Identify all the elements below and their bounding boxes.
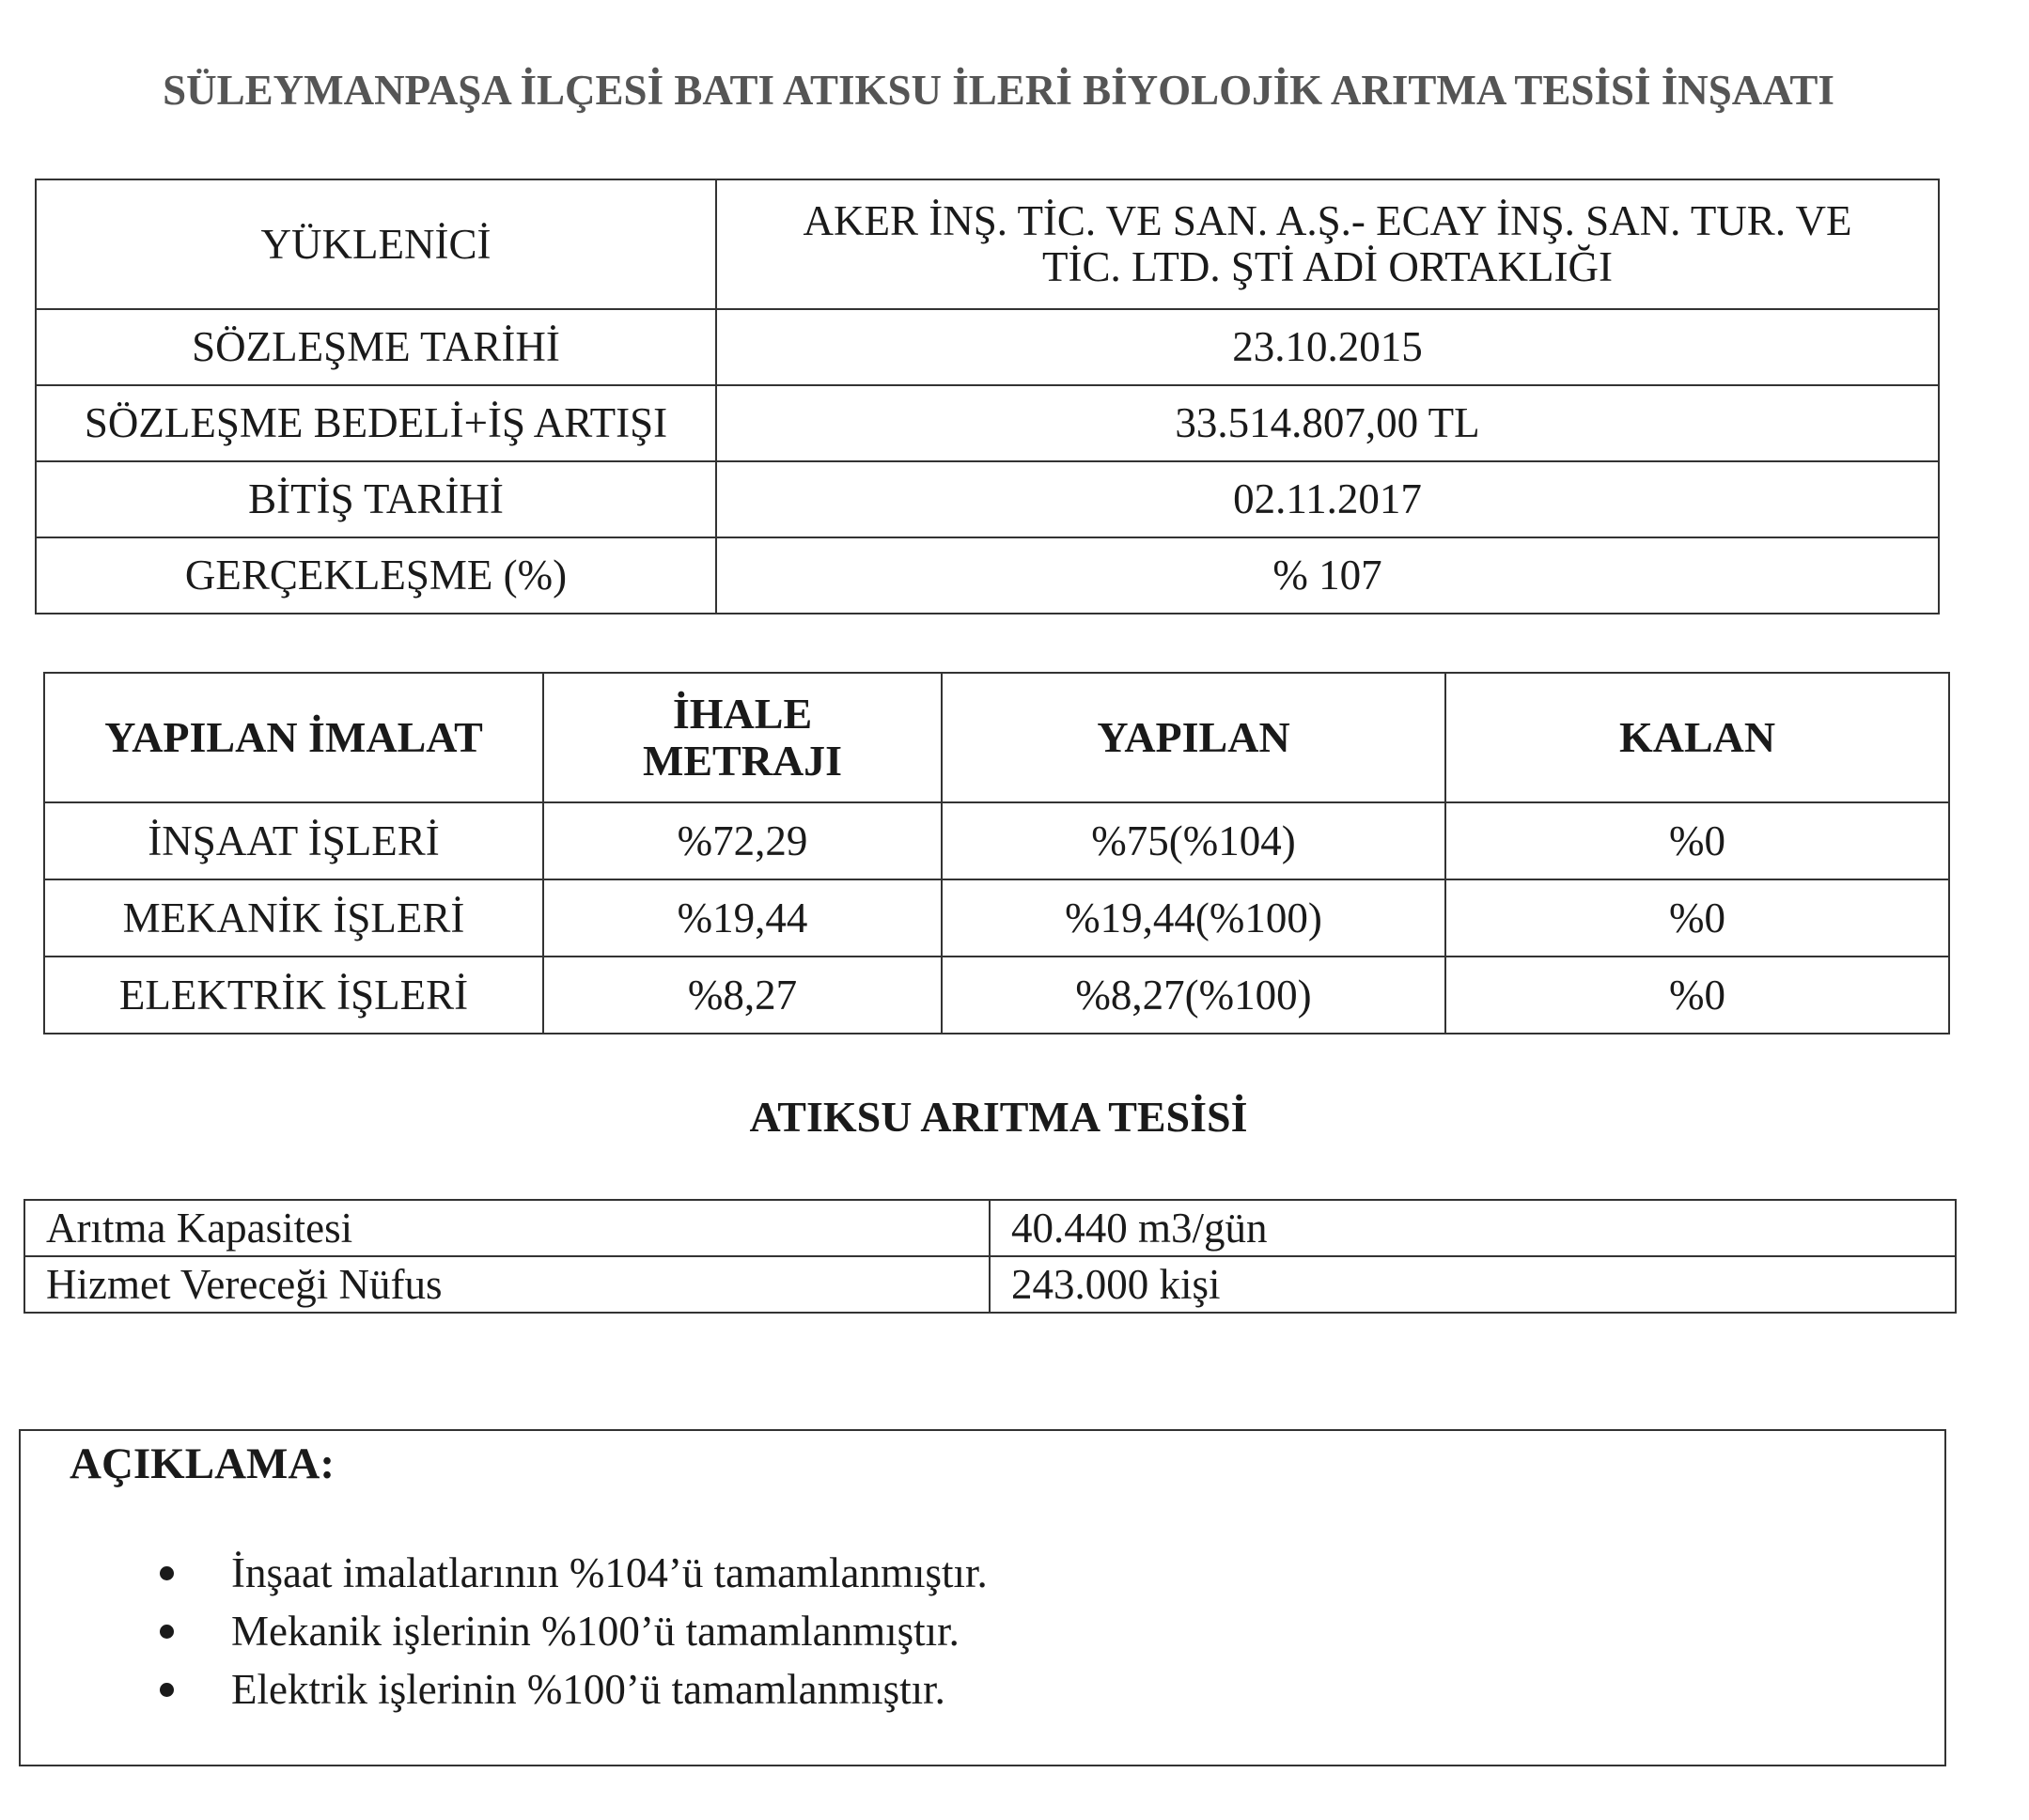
- table-row: [36, 461, 1939, 537]
- contractor-line-2: TİC. LTD. ŞTİ ADİ ORTAKLIĞI: [1042, 243, 1613, 290]
- contract-date-label: SÖZLEŞME TARİHİ: [36, 309, 716, 385]
- contractor-line-1: AKER İNŞ. TİC. VE SAN. A.Ş.- ECAY İNŞ. SAN. TUR. VE: [803, 197, 1852, 245]
- remaining-cell: %0: [1445, 957, 1949, 1034]
- end-date-value: 02.11.2017: [716, 461, 1939, 537]
- header-tender-line-1: İHALE: [672, 690, 813, 739]
- page-title: SÜLEYMANPAŞA İLÇESİ BATI ATIKSU İLERİ BİYOLOJİK ARITMA TESİSİ İNŞAATI: [163, 67, 1834, 114]
- bullet-icon: [160, 1566, 174, 1580]
- list-item: [160, 1602, 988, 1660]
- header-work: YAPILAN İMALAT: [44, 673, 543, 802]
- end-date-label: BİTİŞ TARİHİ: [36, 461, 716, 537]
- done-cell: %19,44(%100): [942, 879, 1445, 957]
- remaining-cell: %0: [1445, 879, 1949, 957]
- table-row: [44, 802, 1949, 879]
- tender-cell: %72,29: [543, 802, 942, 879]
- table-row: [24, 1200, 1956, 1256]
- table-row: [44, 879, 1949, 957]
- population-label: Hizmet Vereceği Nüfus: [24, 1256, 990, 1313]
- tender-cell: %8,27: [543, 957, 942, 1034]
- explanation-title: AÇIKLAMA:: [70, 1439, 335, 1488]
- contract-date-value: 23.10.2015: [716, 309, 1939, 385]
- work-cell: ELEKTRİK İŞLERİ: [44, 957, 543, 1034]
- remaining-cell: %0: [1445, 802, 1949, 879]
- table-row: [36, 309, 1939, 385]
- done-cell: %75(%104): [942, 802, 1445, 879]
- work-cell: MEKANİK İŞLERİ: [44, 879, 543, 957]
- header-done: YAPILAN: [942, 673, 1445, 802]
- realization-label: GERÇEKLEŞME (%): [36, 537, 716, 614]
- table-row: [36, 385, 1939, 461]
- table-row: [36, 179, 1939, 309]
- list-item-text: Elektrik işlerinin %100’ü tamamlanmıştır.: [231, 1666, 945, 1713]
- explanation-box: [19, 1429, 1946, 1766]
- bullet-icon: [160, 1625, 174, 1639]
- header-tender-line-2: METRAJI: [642, 737, 843, 785]
- plant-capacity-table: [23, 1199, 1957, 1314]
- contractor-label: YÜKLENİCİ: [36, 179, 716, 309]
- contract-price-label: SÖZLEŞME BEDELİ+İŞ ARTIŞI: [36, 385, 716, 461]
- list-item-text: İnşaat imalatlarının %104’ü tamamlanmıştır.: [231, 1549, 988, 1596]
- capacity-value: 40.440 m3/gün: [990, 1200, 1956, 1256]
- list-item: [160, 1660, 988, 1719]
- plant-section-title: ATIKSU ARITMA TESİSİ: [749, 1093, 1248, 1141]
- list-item: [160, 1544, 988, 1602]
- list-item-text: Mekanik işlerinin %100’ü tamamlanmıştır.: [231, 1608, 960, 1655]
- table-row: [44, 957, 1949, 1034]
- population-value: 243.000 kişi: [990, 1256, 1956, 1313]
- done-cell: %8,27(%100): [942, 957, 1445, 1034]
- project-info-table: [35, 179, 1940, 614]
- contractor-value: [716, 179, 1939, 309]
- progress-table: [43, 672, 1950, 1034]
- realization-value: % 107: [716, 537, 1939, 614]
- bullet-icon: [160, 1683, 174, 1697]
- header-tender: [543, 673, 942, 802]
- header-remaining: KALAN: [1445, 673, 1949, 802]
- table-row: [24, 1256, 1956, 1313]
- capacity-label: Arıtma Kapasitesi: [24, 1200, 990, 1256]
- contract-price-value: 33.514.807,00 TL: [716, 385, 1939, 461]
- tender-cell: %19,44: [543, 879, 942, 957]
- table-row: [36, 537, 1939, 614]
- explanation-list: [160, 1544, 988, 1719]
- work-cell: İNŞAAT İŞLERİ: [44, 802, 543, 879]
- table-header-row: [44, 673, 1949, 802]
